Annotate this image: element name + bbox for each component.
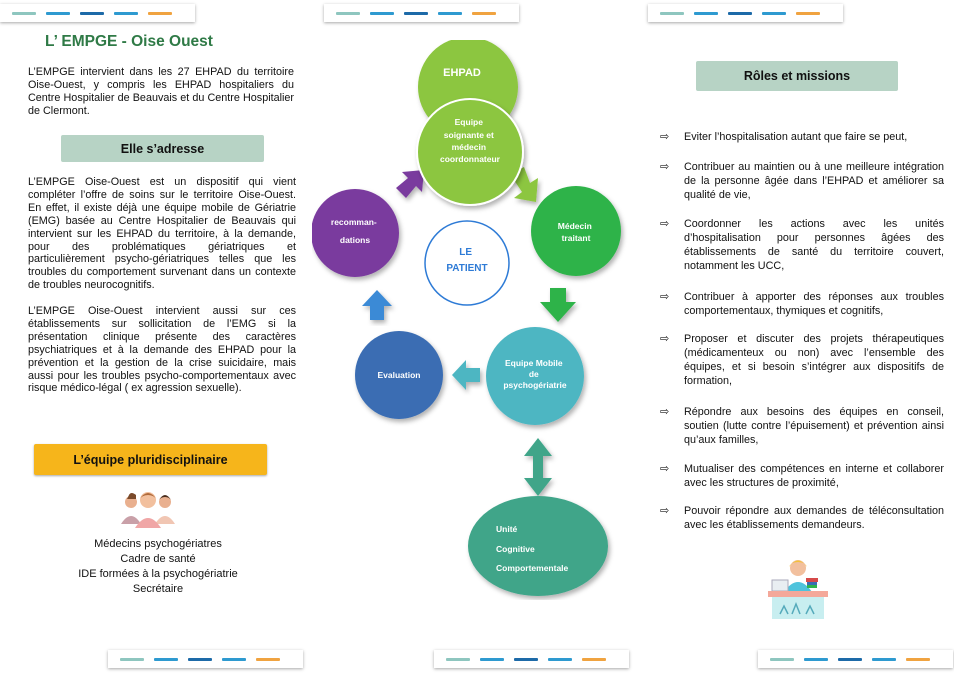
recommandations-circle <box>312 189 399 277</box>
arrow-right-icon: ⇨ <box>660 161 670 173</box>
equipe-label: coordonnateur <box>440 154 500 164</box>
patient-label: PATIENT <box>446 263 488 274</box>
arrow-recommandations-to-equipe <box>396 170 424 198</box>
mission-item: ⇨ Contribuer à apporter des réponses aux troubles comportementaux, thymiques et cognitifs, <box>660 291 944 317</box>
medecin-label: traitant <box>561 233 591 243</box>
arrow-right-icon: ⇨ <box>660 406 670 418</box>
team-member: IDE formées à la psychogériatrie <box>78 568 238 580</box>
team-member: Médecins psychogériatres <box>94 538 222 550</box>
medecin-traitant-circle <box>531 186 621 276</box>
ucc-label: Comportementale <box>496 563 569 573</box>
arrow-right-icon: ⇨ <box>660 333 670 345</box>
mission-item: ⇨ Eviter l’hospitalisation autant que faire se peut, <box>660 131 908 143</box>
team-list <box>48 537 268 597</box>
mobile-label: Equipe Mobile <box>505 358 563 368</box>
arrow-medecin-to-mobile <box>540 288 576 322</box>
arrow-right-icon: ⇨ <box>660 218 670 230</box>
evaluation-label: Evaluation <box>377 370 421 380</box>
footer-strip-center <box>434 650 629 668</box>
footer-strip-right <box>758 650 953 668</box>
team-people-icon <box>118 486 178 530</box>
ehpad-label: EHPAD <box>443 67 481 79</box>
mobile-label: psychogériatrie <box>503 380 567 390</box>
team-member: Secrétaire <box>132 583 184 595</box>
recommandations-label: dations <box>339 235 371 245</box>
body-paragraph-1: L’EMPGE Oise-Ouest est un dispositif qui vient compléter l’offre de soins sur le territoire Oise-Ouest. En effet, il existe déjà une équipe mobile de Gériatrie (EMG) basée au Centre Hospitalier de Beauvais qui intervient sur les EHPAD du territoire, à la demande, pour des problématiques gériatriques et particulièrement psycho-gériatriques telles que les troubles du comportement survenant dans un contexte de troubles neurocognitifs. <box>28 176 296 292</box>
equipe-label: médecin <box>451 142 487 152</box>
mission-item: ⇨ Proposer et discuter des projets thérapeutiques (médicamenteux ou non) avec l’ensemble des équipes, et si besoin s’intégrer aux dispositifs de formation, <box>660 333 944 387</box>
section-heading-team: L’équipe pluridisciplinaire <box>34 444 267 475</box>
ucc-label: Cognitive <box>496 544 535 554</box>
patient-label: LE <box>459 247 472 258</box>
header-strip-right <box>648 4 843 22</box>
intro-paragraph: L’EMPGE intervient dans les 27 EHPAD du territoire Oise-Ouest, y compris les EHPAD hospitaliers du Centre Hospitalier de Beauvais et du Centre Hospitalier de Clermont. <box>28 66 294 117</box>
section-heading-audience: Elle s’adresse <box>61 135 264 162</box>
arrow-evaluation-to-recommandations <box>362 290 392 320</box>
section-heading-missions: Rôles et missions <box>696 61 898 91</box>
equipe-label: Equipe <box>454 117 483 127</box>
mission-item: ⇨ Répondre aux besoins des équipes en conseil, soutien (lutte contre l’épuisement) et prévention ainsi qu’aux familles, <box>660 406 944 446</box>
doctor-at-desk-icon <box>766 556 830 622</box>
ucc-label: Unité <box>496 524 518 534</box>
recommandations-label: recomman- <box>330 217 377 227</box>
mission-item: ⇨ Pouvoir répondre aux demandes de téléconsultation avec les établissements demandeurs. <box>660 505 944 531</box>
equipe-label: soignante et <box>443 130 494 140</box>
mission-item: ⇨ Mutualiser des compétences en interne et collaborer avec les structures de proximité, <box>660 463 944 489</box>
arrow-right-icon: ⇨ <box>660 463 670 475</box>
footer-strip-left <box>108 650 303 668</box>
mobile-label: de <box>528 369 539 379</box>
arrow-right-icon: ⇨ <box>660 291 670 303</box>
team-member: Cadre de santé <box>120 553 196 565</box>
double-arrow-icon <box>524 438 552 496</box>
body-paragraph-2: L’EMPGE Oise-Ouest intervient aussi sur ces établissements sur sollicitation de l’EMG si la présentation clinique présente des caractères psychiatriques et à la demande des EHPAD pour la prévention et la gestion de la crise suicidaire, mais aussi pour les troubles psycho-comportementaux avec risque médico-légal ( ex agression sexuelle). <box>28 305 296 395</box>
equipe-soignante-circle <box>417 99 523 205</box>
header-strip-center <box>324 4 519 22</box>
arrow-right-icon: ⇨ <box>660 505 670 517</box>
medecin-label: Médecin <box>557 221 592 231</box>
arrow-right-icon: ⇨ <box>660 131 670 143</box>
care-cycle-diagram <box>312 40 632 600</box>
header-strip-left <box>0 4 195 22</box>
page-title: L’ EMPGE - Oise Ouest <box>45 33 213 50</box>
mission-item: ⇨ Coordonner les actions avec les unités d’hospitalisation pour personnes âgées des établissements de santé du territoire couvert, notamment les UCC, <box>660 218 944 272</box>
mission-item: ⇨ Contribuer au maintien ou à une meilleure intégration de la personne âgée dans l’EHPAD et améliorer sa qualité de vie, <box>660 161 944 201</box>
ucc-ellipse <box>468 496 608 596</box>
arrow-mobile-to-evaluation <box>452 360 480 390</box>
